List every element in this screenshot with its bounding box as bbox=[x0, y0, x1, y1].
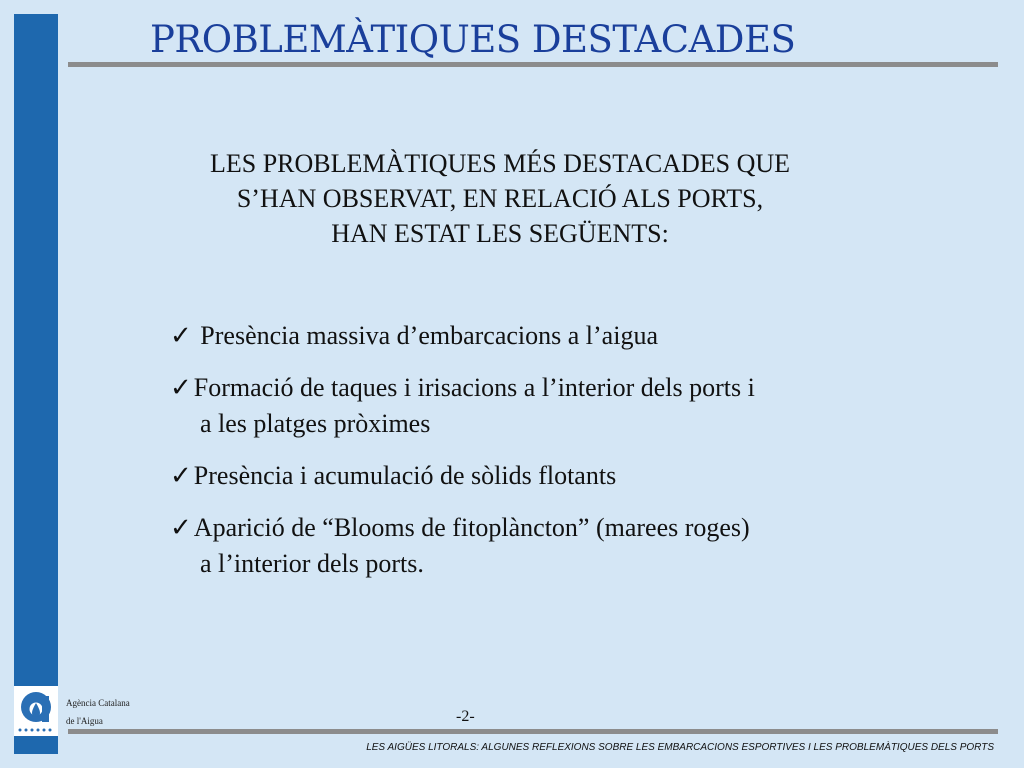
checkmark-icon: ✓ bbox=[170, 513, 192, 542]
list-item bbox=[170, 458, 890, 494]
water-drop-a-logo-icon bbox=[14, 686, 58, 736]
list-item-continuation: a les platges pròximes bbox=[200, 409, 431, 438]
issue-list bbox=[170, 318, 890, 598]
checkmark-icon: ✓ bbox=[170, 461, 192, 490]
checkmark-icon: ✓ bbox=[170, 373, 192, 402]
intro-line: S’HAN OBSERVAT, EN RELACIÓ ALS PORTS, bbox=[236, 184, 764, 213]
list-item bbox=[170, 370, 890, 442]
org-line: de l'Aigua bbox=[66, 716, 103, 726]
org-line: Agència Catalana bbox=[66, 698, 130, 708]
organization-name bbox=[66, 694, 130, 730]
list-item-continuation: a l’interior dels ports. bbox=[200, 549, 424, 578]
list-item bbox=[170, 510, 890, 582]
list-item-text: Presència i acumulació de sòlids flotants bbox=[193, 461, 617, 490]
footer-text: LES AIGÜES LITORALS: ALGUNES REFLEXIONS SOBRE LES EMBARCACIONS ESPORTIVES I LES PROBLEMÀTIQUES DELS PORTS bbox=[366, 742, 994, 753]
checkmark-icon: ✓ bbox=[170, 321, 192, 350]
list-item-text: Presència massiva d’embarcacions a l’aigua bbox=[193, 321, 658, 350]
intro-line: HAN ESTAT LES SEGÜENTS: bbox=[331, 219, 669, 248]
left-accent-bar bbox=[14, 14, 58, 754]
list-item bbox=[170, 318, 890, 354]
intro-line: LES PROBLEMÀTIQUES MÉS DESTACADES QUE bbox=[209, 149, 791, 178]
list-item-text: Formació de taques i irisacions a l’interior dels ports i bbox=[193, 373, 755, 402]
page-number: -2- bbox=[456, 708, 475, 725]
intro-text bbox=[100, 146, 900, 251]
title-divider bbox=[68, 62, 998, 67]
footer-divider bbox=[68, 729, 998, 734]
slide-title: PROBLEMÀTIQUES DESTACADES bbox=[150, 18, 796, 61]
list-item-text: Aparició de “Blooms de fitoplàncton” (marees roges) bbox=[193, 513, 750, 542]
